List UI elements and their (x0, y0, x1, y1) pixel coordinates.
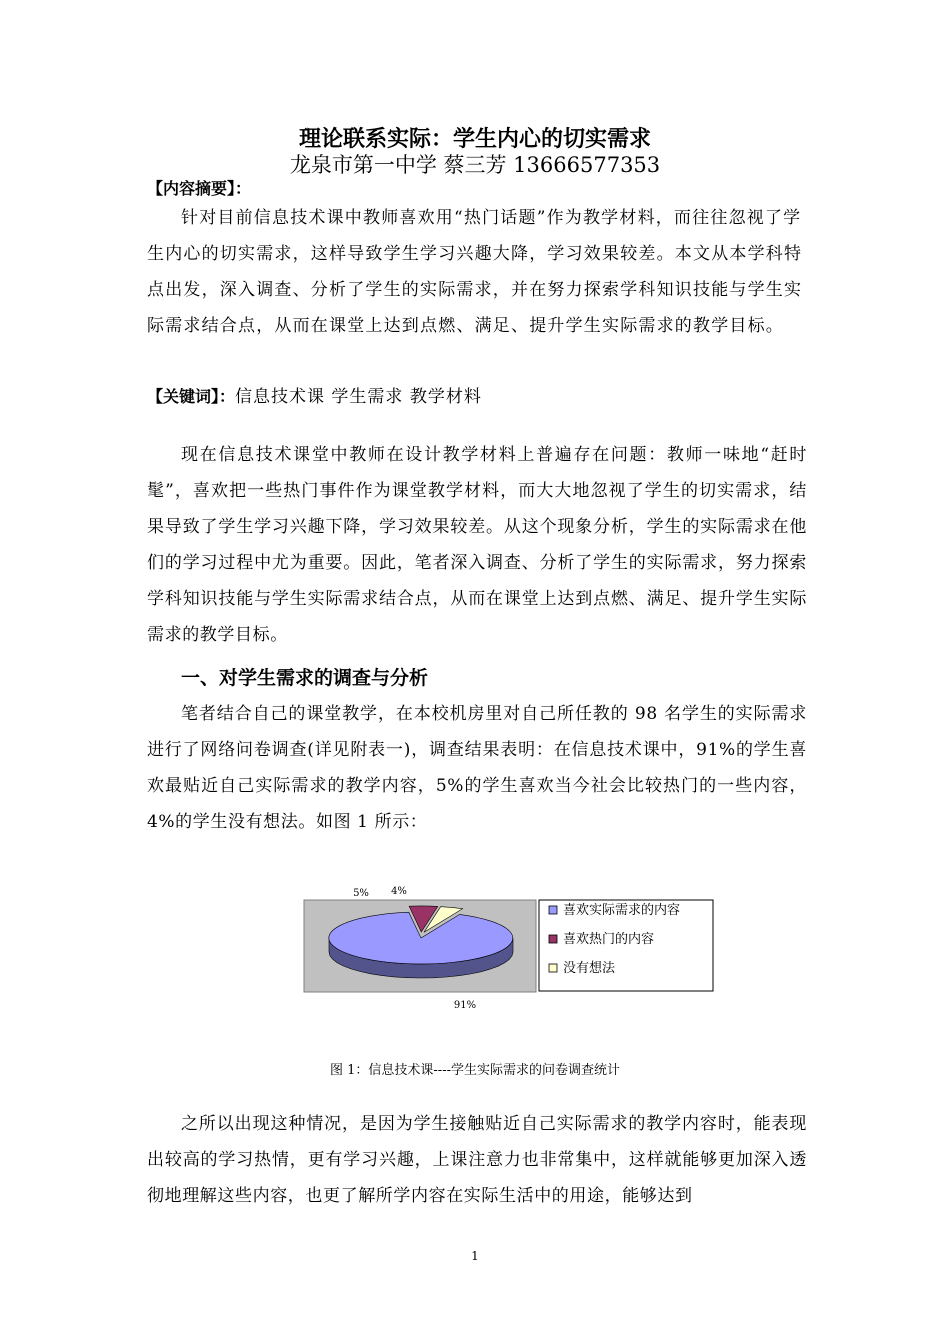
legend-swatch-3 (549, 964, 557, 972)
data-label-3: 4% (391, 886, 407, 897)
paragraph-2-text: 笔者结合自己的课堂教学，在本校机房里对自己所任教的 98 名学生的实际需求进行了网络问卷调查(详见附表一)，调查结果表明：在信息技术课中，91%的学生喜欢最贴近自己实际需求的教学内容，5%的学生喜欢当今社会比较热门的一些内容，4%的学生没有想法。如图 1 所示： (147, 704, 807, 832)
document-title: 理论联系实际：学生内心的切实需求 (298, 127, 651, 152)
paragraph-1-text: 现在信息技术课堂中教师在设计教学材料上普遍存在问题：教师一味地“赶时髦”，喜欢把一些热门事件作为课堂教学材料，而大大地忽视了学生的切实需求，结果导致了学生学习兴趣下降，学习效果较差。从这个现象分析，学生的实际需求在他们的学习过程中尤为重要。因此，笔者深入调查、分析了学生的实际需求，努力探索学科知识技能与学生实际需求结合点，从而在课堂上达到点燃、满足、提升学生实际需求的教学目标。 (147, 445, 807, 645)
keywords-label: 【关键词】： (147, 387, 236, 406)
abstract-paragraph: 针对目前信息技术课中教师喜欢用“热门话题”作为教学材料，而往往忽视了学生内心的切实需求，这样导致学生学习兴趣大降，学习效果较差。本文从本学科特点出发，深入调查、分析了学生的实际需求，并在努力探索学科知识技能与学生实际需求结合点，从而在课堂上达到点燃、满足、提升学生实际需求的教学目标。 (147, 208, 803, 336)
legend-label-1: 喜欢实际需求的内容 (563, 903, 681, 918)
legend-label-3: 没有想法 (563, 961, 616, 976)
page-number: 1 (471, 1249, 479, 1263)
body-paragraph-2 (147, 696, 807, 840)
data-label-1: 91% (453, 1000, 477, 1011)
paragraph-3-text: 之所以出现这种情况，是因为学生接触贴近自己实际需求的教学内容时，能表现出较高的学习热情，更有学习兴趣，上课注意力也非常集中，这样就能够更加深入透彻地理解这些内容，也更了解所学内容在实际生活中的用途，能够达到 (147, 1114, 807, 1206)
legend-swatch-1 (549, 906, 557, 914)
legend-label-2: 喜欢热门的内容 (563, 932, 655, 947)
data-label-2: 5% (353, 888, 369, 899)
body-paragraph-1 (147, 437, 807, 653)
survey-pie-chart (303, 880, 723, 1020)
section-heading-1: 一、对学生需求的调查与分析 (181, 667, 429, 689)
figure-caption: 图 1：信息技术课----学生实际需求的问卷调查统计 (330, 1063, 620, 1078)
legend-swatch-2 (549, 935, 557, 943)
author-line: 龙泉市第一中学 蔡三芳 13666577353 (289, 153, 661, 177)
abstract-label: 【内容摘要】： (147, 179, 252, 198)
abstract-text (147, 200, 809, 344)
body-paragraph-3 (147, 1106, 807, 1214)
keywords-line (147, 382, 482, 407)
keywords-text: 信息技术课 学生需求 教学材料 (235, 387, 482, 407)
